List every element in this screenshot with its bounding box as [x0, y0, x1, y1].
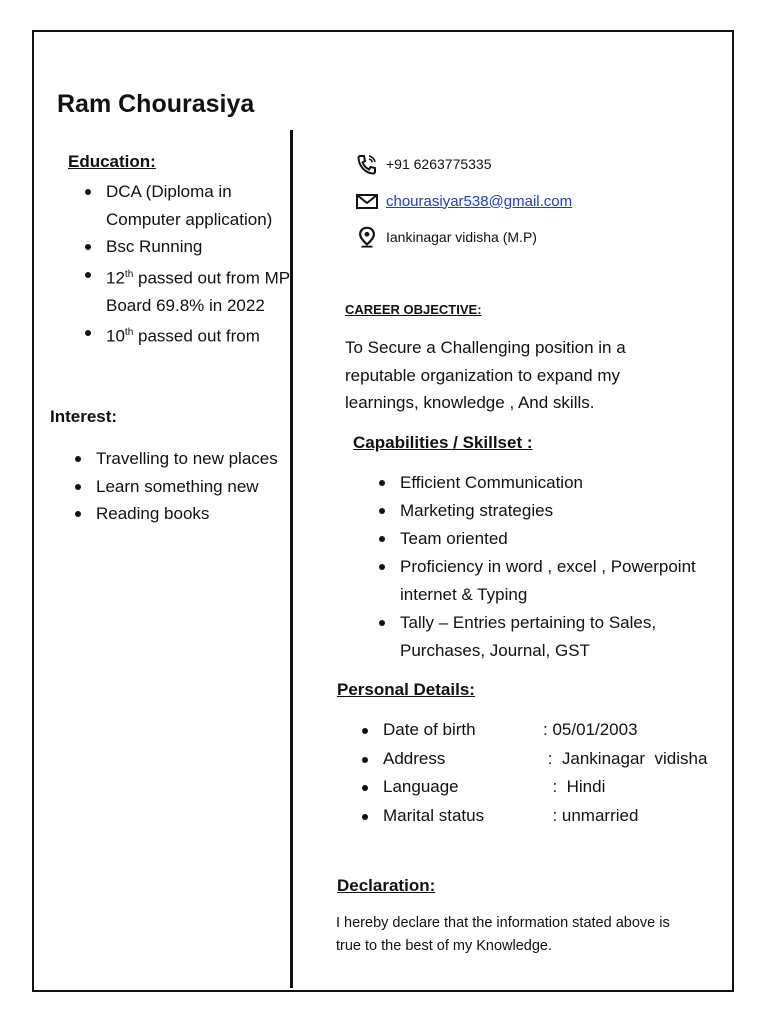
skill-item: Team oriented	[400, 525, 710, 553]
detail-value: : unmarried	[543, 805, 639, 825]
declaration-text: I hereby declare that the information stated above is true to the best of my Knowledge.	[336, 915, 670, 954]
interest-item: Travelling to new places	[96, 445, 286, 473]
interest-item: Learn something new	[96, 473, 286, 501]
phone-number: +91 6263775335	[386, 156, 492, 172]
bullet-icon	[379, 620, 385, 626]
personal-detail-row	[383, 745, 723, 774]
bullet-icon	[85, 272, 91, 278]
personal-detail-row	[383, 802, 723, 831]
detail-value: : 05/01/2003	[543, 720, 638, 739]
education-list	[106, 178, 290, 350]
detail-label: Address	[383, 748, 446, 768]
bullet-icon	[379, 536, 385, 542]
education-item: DCA (Diploma in Computer application)	[106, 178, 290, 233]
personal-detail-row	[383, 716, 723, 745]
bullet-icon	[75, 484, 81, 490]
email-link[interactable]: chourasiyar538@gmail.com	[386, 192, 573, 210]
detail-label: Language	[383, 777, 459, 796]
contact-email	[355, 190, 572, 212]
location-text: Iankinagar vidisha (M.P)	[386, 229, 537, 245]
resume-name: Ram Chourasiya	[57, 90, 255, 118]
detail-value: : Jankinagar vidisha	[543, 748, 708, 768]
personal-details-heading: Personal Details:	[337, 680, 475, 699]
career-objective-heading: CAREER OBJECTIVE:	[345, 302, 482, 317]
bullet-icon	[379, 564, 385, 570]
skill-item: Tally – Entries pertaining to Sales, Purchases, Journal, GST	[400, 609, 710, 665]
detail-label: Marital status	[383, 805, 485, 825]
skill-item: Efficient Communication	[400, 469, 710, 497]
education-item: 10th passed out from	[106, 319, 290, 350]
education-item: Bsc Running	[106, 233, 290, 261]
bullet-icon	[362, 814, 368, 820]
contact-phone	[355, 153, 492, 175]
personal-detail-row	[383, 773, 723, 802]
bullet-icon	[379, 508, 385, 514]
interest-item: Reading books	[96, 500, 286, 528]
column-divider	[290, 130, 293, 988]
bullet-icon	[85, 244, 91, 250]
personal-details-list	[383, 716, 723, 830]
bullet-icon	[75, 456, 81, 462]
career-objective-text: To Secure a Challenging position in a reputable organization to expand my learnings, knowledge , And skills.	[345, 338, 626, 412]
interest-heading: Interest:	[50, 407, 118, 426]
bullet-icon	[75, 511, 81, 517]
contact-location	[355, 226, 537, 248]
education-item: 12th passed out from MP Board 69.8% in 2022	[106, 261, 290, 320]
education-heading: Education:	[68, 152, 156, 171]
location-pin-icon	[355, 226, 379, 248]
bullet-icon	[379, 480, 385, 486]
mail-icon	[355, 190, 379, 212]
phone-icon	[355, 153, 379, 175]
bullet-icon	[85, 189, 91, 195]
skills-heading: Capabilities / Skillset :	[353, 433, 533, 452]
declaration-heading: Declaration:	[337, 876, 436, 895]
interest-list	[96, 445, 286, 528]
skill-item: Marketing strategies	[400, 497, 710, 525]
bullet-icon	[362, 728, 368, 734]
detail-label: Date of birth	[383, 720, 476, 739]
bullet-icon	[362, 785, 368, 791]
skill-item: Proficiency in word , excel , Powerpoint internet & Typing	[400, 553, 710, 609]
skills-list	[400, 469, 710, 665]
bullet-icon	[362, 757, 368, 763]
detail-value: : Hindi	[543, 777, 606, 796]
